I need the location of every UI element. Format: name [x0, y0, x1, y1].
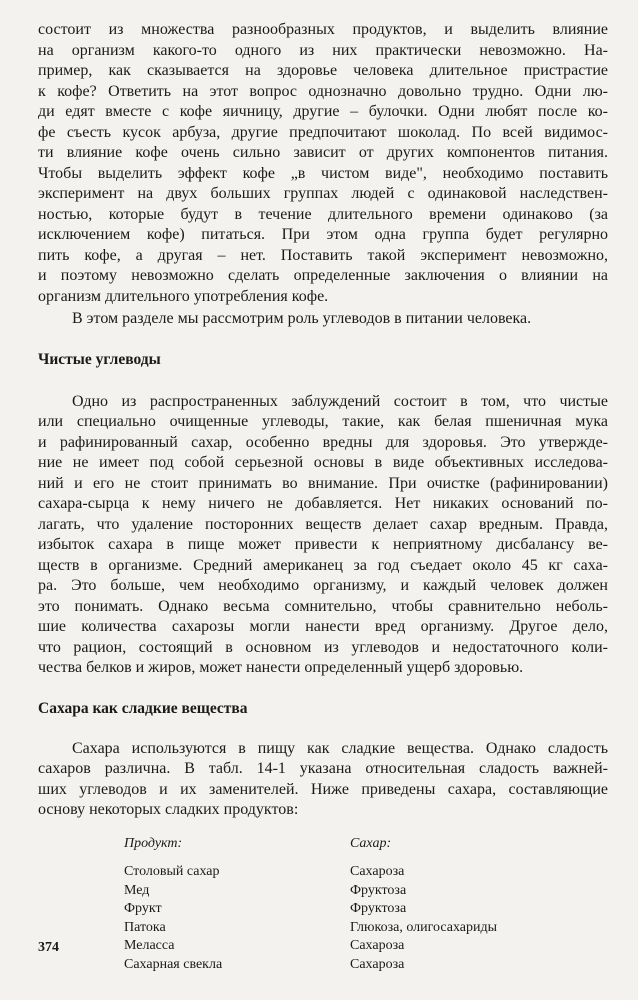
product-cell: Фрукт: [124, 901, 162, 916]
column-header-product: Продукт:: [124, 835, 183, 851]
text-line: эксперимент на двух больших группах людей с одинаковой наследствен-: [38, 185, 608, 202]
table-row: [124, 863, 608, 882]
text-line: Одно из распространенных заблуждений состоит в том, что чистые: [72, 392, 608, 410]
sugar-cell: Сахароза: [350, 956, 405, 972]
text-line: чества белков и жиров, может нанести определенный ущерб здоровью.: [38, 659, 524, 676]
text-line: на организм какого-то одного из них практически невозможно. На-: [38, 41, 608, 59]
text-line: или специально очищенные углеводы, такие, как белая пшеничная мука: [38, 413, 608, 430]
text-line: основу некоторых сладких продуктов:: [38, 801, 299, 818]
column-header-sugar: Сахар:: [350, 835, 392, 851]
text-line: состоит из множества разнообразных продуктов, и выделить влияние: [38, 21, 608, 38]
text-line: лагать, что удаление посторонних веществ делает сахар вредным. Правда,: [38, 515, 608, 533]
sugar-cell: Фруктоза: [350, 882, 407, 898]
text-line: и поэтому невозможно сделать определенные заключения о влиянии на: [38, 267, 608, 284]
text-line: Чтобы выделить эффект кофе „в чистом виде", необходимо поставить: [38, 164, 608, 182]
text-line: сахаров различна. В табл. 14-1 указана относительная сладость важней-: [38, 760, 608, 777]
text-line: к кофе? Ответить на этот вопрос однозначно довольно трудно. Одни лю-: [38, 82, 608, 100]
text-line: ностью, которые будут в течение длительного времени одинаково (за: [38, 205, 608, 223]
text-line: ра. Это больше, чем необходимо организму, и каждый человек должен: [38, 577, 608, 594]
product-cell: Меласса: [124, 938, 175, 953]
text-line: что рацион, состоящий в основном из углеводов и недостаточного коли-: [38, 638, 608, 656]
text-line: и рафинированный сахар, особенно вредны для здоровья. Это утвержде-: [38, 433, 608, 451]
text-line: сахара-сырца к нему ничего не добавляется. Нет никаких оснований по-: [38, 495, 608, 512]
table-header: [124, 835, 608, 854]
section-heading-sugars-as-sweeteners: Сахара как сладкие вещества: [38, 699, 248, 717]
text-line: фе съесть кусок арбуза, другие предпочитают шоколад. По всей видимос-: [38, 123, 608, 141]
text-line: это понимать. Однако весьма сомнительно, чтобы сравнительно неболь-: [38, 597, 608, 615]
text-line: Сахара используются в пищу как сладкие вещества. Однако сладость: [72, 739, 608, 757]
text-line: шие количества сахарозы могли нанести вред организму. Другое дело,: [38, 618, 608, 635]
section-intro: В этом разделе мы рассмотрим роль углеводов в питании человека.: [72, 310, 532, 327]
table-row: [124, 956, 608, 975]
text-line: ществ в организме. Средний американец за год съедает около 45 кг саха-: [38, 556, 608, 574]
page-number: 374: [38, 940, 59, 955]
product-cell: Сахарная свекла: [124, 956, 223, 972]
text-line: пить кофе, а другая – нет. Поставить такой эксперимент невозможно,: [38, 246, 608, 264]
sugar-cell: Глюкоза, олигосахариды: [350, 919, 498, 935]
text-line: ди едят вместе с кофе яичницу, другие – булочки. Одни любят после ко-: [38, 103, 608, 120]
text-line: организм длительного употребления кофе.: [38, 287, 329, 305]
table-row: [124, 937, 608, 956]
sugar-cell: Сахароза: [350, 938, 405, 953]
sugar-cell: Сахароза: [350, 864, 405, 879]
table-row: [124, 919, 608, 938]
text-line: пример, как сказывается на здоровье человека длительное пристрастие: [38, 62, 608, 79]
table-row: [124, 882, 608, 901]
text-line: исключением кофе) питаться. При этом одна группа будет регулярно: [38, 226, 608, 243]
sugar-cell: Фруктоза: [350, 901, 407, 916]
product-cell: Мед: [124, 882, 150, 898]
section-heading-pure-carbohydrates: Чистые углеводы: [38, 350, 161, 368]
product-cell: Столовый сахар: [124, 864, 220, 879]
text-line: ние не имеет под собой серьезной основы в виде объективных исследова-: [38, 454, 608, 471]
text-line: ти влияние кофе очень сильно зависит от других компонентов питания.: [38, 144, 608, 161]
sugar-table: [124, 835, 608, 975]
text-line: избыток сахара в пище может привести к неприятному дисбалансу ве-: [38, 536, 608, 553]
table-row: [124, 900, 608, 919]
text-line: ших углеводов и их заменителей. Ниже приведены сахара, составляющие: [38, 780, 608, 798]
product-cell: Патока: [124, 919, 166, 935]
text-line: ний и его не стоит принимать во внимание. При очистке (рафинировании): [38, 474, 608, 492]
